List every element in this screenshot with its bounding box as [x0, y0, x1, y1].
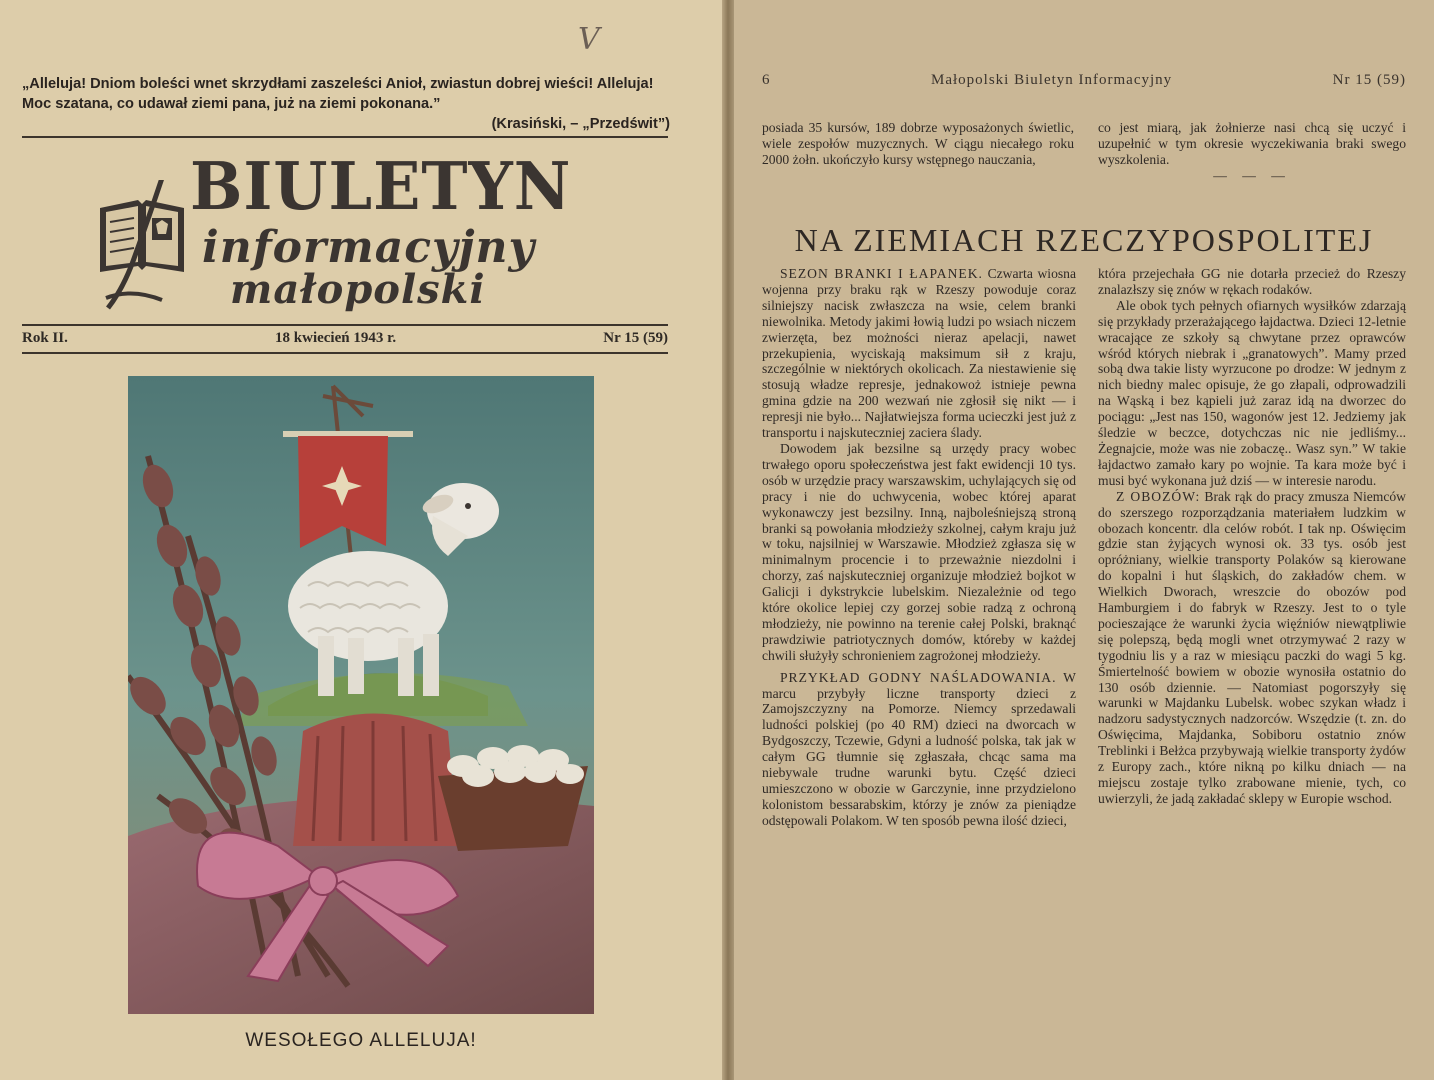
page-gutter [722, 0, 734, 1080]
text-page [734, 0, 1434, 1080]
cover-motto [22, 74, 670, 134]
book-pen-logo-icon [92, 180, 192, 310]
paragraph-text: Czwarta wiosna wojenna przy braku rąk w Rzeszy powoduje coraz silniejszy nacisk zwłaszcza na wsie, celem branki niewolnika. Metody jakimi łowią ludzi po wsiach niczem zwierzęta, bez możności nieraz apelacji, nawet przekupienia, wyciskają maksimum sił z kraju, szczególnie w niektórych okolicach. Za niestawienie się stosują władze represje, jednakowoż istnieje pewna gmina gdzie na 200 wezwań nie zgłosił się nikt — i represji nie było... Najłatwiejsza forma ucieczki jest już z transportu i najskuteczniej zaciera ślady. [762, 266, 1076, 441]
pencil-check-mark: V [578, 22, 600, 57]
section-headline: NA ZIEMIACH RZECZYPOSPOLITEJ [794, 222, 1374, 258]
cover-caption: WESOŁEGO ALLELUJA! [245, 1030, 477, 1051]
running-issue: Nr 15 (59) [1332, 72, 1406, 88]
top-paragraph-1: posiada 35 kursów, 189 dobrze wyposażonych świetlic, wiele zespołów muzycznych. W ciągu niecałego roku 2000 żołn. ukończyło kursy wstępnego nauczania, [762, 120, 1074, 167]
top-paragraph-2: co jest miarą, jak żołnierze nasi chcą się uczyć i uzupełnić w tym okresie wyczekiwania braki swego wyszkolenia. [1098, 120, 1406, 167]
masthead-subtitle-1: informacyjny [202, 222, 536, 273]
paragraph-text: która przejechała GG nie dotarła przecież do Rzeszy znalazłszy się znów w rękach rodaków. [1098, 266, 1406, 297]
section-separator: — — — [1213, 167, 1291, 183]
issue-date: 18 kwiecień 1943 r. [275, 330, 397, 346]
running-header [762, 72, 1406, 89]
issue-number: Nr 15 (59) [603, 330, 668, 346]
article-paragraph [762, 441, 1076, 664]
motto-attribution: (Krasiński, – „Przedświt”) [491, 116, 670, 132]
article-paragraph [1098, 266, 1406, 298]
paragraph-text: Dowodem jak bezsilne są urzędy pracy wobec trwałego oporu społeczeństwa jest fakt ewidencji 10 tys. osób w urzędzie pracy warszawskim, uchylających się od pracy i nie do uchwycenia, wobec której aparat wykonawczy jest bezsilny. Inną, najboleśniejszą stroną branki są powołania młodzieży szkolnej, całym kraju już w toku, najsilniej w Warszawie. Młodzież zgłasza się w minimalnym procencie i to przeważnie niezdolni i chorzy, zaś najskuteczniej organizuje młodzież bojkot w Galicji i dykstrykcie lubelskim. Niezależnie od tego które okolice lepiej czy gorzej sobie radzą z ochroną młodzieży, nie powinno na terenie całej Polski, braknąć prawdziwie patriotycznych domów, któreby w każdej chwili służyły schronieniem zagrożonej młodzieży. [762, 440, 1076, 663]
paragraph-lead: Z OBOZÓW: [1116, 488, 1201, 504]
paragraph-lead: PRZYKŁAD GODNY NAŚLADOWANIA. [780, 669, 1057, 685]
article-paragraph [762, 266, 1076, 441]
article-paragraph [1098, 489, 1406, 807]
article-paragraph [1098, 298, 1406, 489]
paragraph-text: W marcu przybyły liczne transporty dzieci z Zamojszczyzny na Pomorze. Niemcy sprzedawali ludności polskiej (po 40 RM) dzieci na dworcach w Bydgoszczy, Tczewie, Gdyni a ludność polska, tak jak w całym GG tłumnie się zgłaszała, chcąc sama ma niebywale trudne warunki bytu. Część dzieci umieszczono w obozie w Garczynie, inne przydzielono kolonistom bessarabskim, którzy je znów za pieniądze odstępowali Polakom. W ten sposób pewna ilość dzieci, [762, 669, 1077, 828]
article-column-2 [1098, 266, 1406, 807]
issue-info-line [22, 330, 668, 347]
divider-rule [22, 324, 668, 326]
masthead-subtitle-2: małopolski [230, 266, 486, 313]
divider-rule [22, 352, 668, 354]
page-number: 6 [762, 72, 771, 88]
article-paragraph [762, 670, 1076, 829]
masthead [22, 150, 668, 320]
issue-year: Rok II. [22, 330, 68, 346]
easter-lamb-illustration [128, 376, 594, 1014]
top-column-1 [762, 120, 1074, 168]
divider-rule [22, 136, 668, 138]
top-column-2 [1098, 120, 1406, 184]
paragraph-text: Brak rąk do pracy zmusza Niemców do szerszego rozporządzania materiałem ludzkim w obozach koncentr. dla celów robót. I tak np. Oświęcim gdzie stan żyjących wynosi ok. 33 tys. osób jest opróżniany, wielkie transporty Polaków są kierowane do kopalni i hut śląskich, do zakładów chem. w Wielkich Dworach, wreszcie do obozów pod Hamburgiem i do fabryk w Rzeszy. Jest to o tyle pocieszające że warunki życia więźniów niewątpliwie się polepszą, będą mogli wnet otrzymywać 2 razy w tygodniu lis y a raz w miesiącu paczki do wagi 5 kg. Śmiertelność bowiem w obozie wynosiła ostatnio do 130 osób dziennie. — Natomiast pogorszyły się warunki w Majdanku Lubelsk. wobec szykan władz i nadzoru sadystycznych nadzorców. Wszędzie (t. zn. do Oświęcima, Majdanka, Sobiboru ostatnio znów Treblinki i Bełżca przybywają wielkie transporty żydów z Europy zach., które nikną po kilku dniach — na miejscu zostaje tylko zrabowane mienie, tych, co uwierzyli, że jadą zakładać sklepy w Europie wschod. [1098, 488, 1406, 806]
paragraph-text: Ale obok tych pełnych ofiarnych wysiłków zdarzają się przykłady przerażającego łajdactwa. Dzieci 12-letnie wracające ze szkoły są chwytane przez oprawców wśród których niebrak i „granatowych”. Mamy przed sobą dwa takie listy wyrzucone po drodze: W jednym z nich biedny malec opisuje, że go złapali, odprowadzili na Wąską i bez kąpieli już zaraz idą na dworzec do pociągu: „Jest nas 150, wagonów jest 12. Jedziemy jak śledzie w beczce, dotychczas nic nie jedliśmy... Żegnajcie, może was nie zobaczę.. Wasz syn.” W takie łajdactwo zamało kary po wojnie. Ta kara może być i musi być wykonana już dziś — w interesie narodu. [1098, 297, 1406, 488]
masthead-title: BIULETYN [190, 148, 572, 225]
article-column-1 [762, 266, 1076, 829]
paragraph-lead: SEZON BRANKI I ŁAPANEK. [780, 266, 983, 281]
motto-text: „Alleluja! Dniom boleści wnet skrzydłami zaszeleści Anioł, zwiastun dobrej wieści! Alleluja! Moc szatana, co udawał ziemi pana, już na ziemi pokonana.” [22, 76, 654, 112]
running-title: Małopolski Biuletyn Informacyjny [931, 72, 1173, 88]
